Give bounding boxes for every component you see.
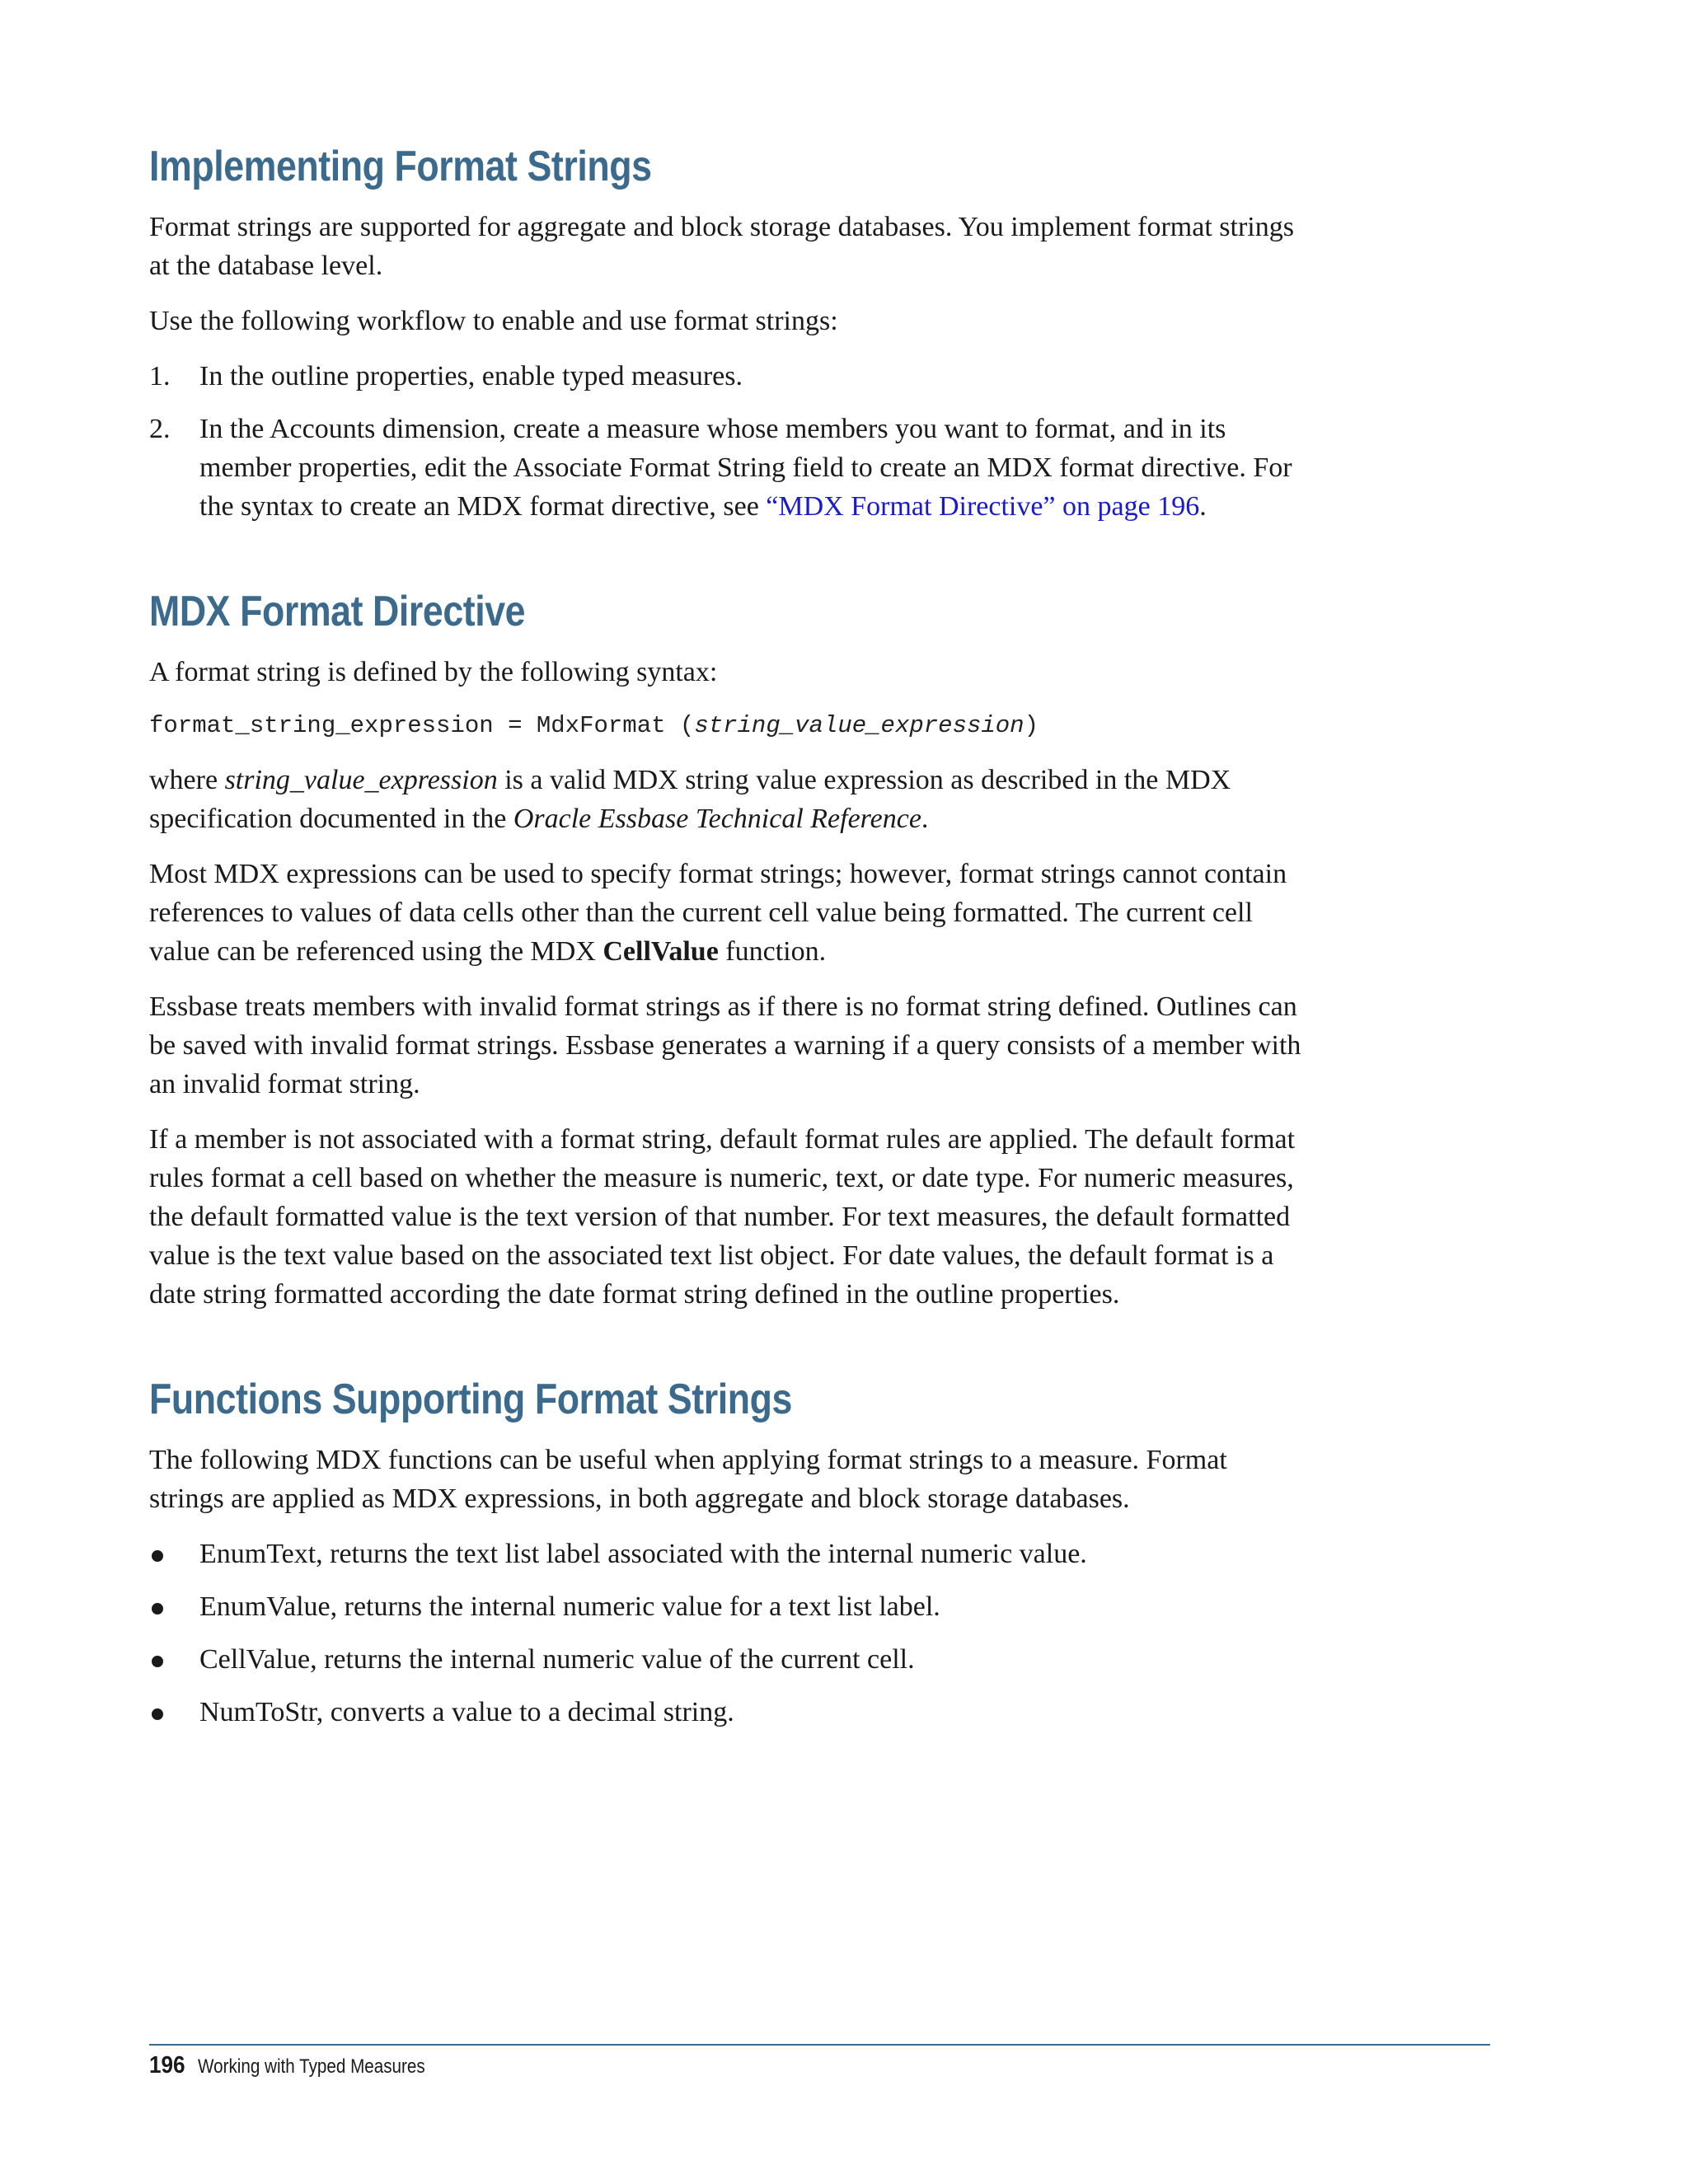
step-text-end: . [1199, 491, 1207, 522]
list-item [149, 1693, 1303, 1732]
bullet-text: CellValue, returns the internal numeric value of the current cell. [199, 1644, 915, 1675]
bullet-icon [152, 1550, 163, 1562]
step-text: In the Accounts dimension, create a measure whose members you want to format, and in its member properties, edit the Associate Format String field to create an MDX format directive. For the syntax to create an MDX format directive, see [199, 414, 1292, 522]
paragraph [149, 761, 1303, 838]
bullet-icon [152, 1708, 163, 1720]
italic-term: string_value_expression [224, 765, 498, 795]
bullet-icon [152, 1656, 163, 1667]
bold-function-name: CellValue [603, 936, 719, 967]
section-functions-supporting-format-strings [149, 1373, 1303, 1732]
code-suffix: ) [1024, 712, 1039, 739]
bullet-text: EnumText, returns the text list label associated with the internal numeric value. [199, 1539, 1087, 1569]
cross-reference-link[interactable]: “MDX Format Directive” on page 196 [766, 491, 1200, 522]
syntax-code-block [149, 708, 1303, 744]
page-footer [149, 2052, 462, 2079]
step-number: 2. [149, 414, 171, 444]
list-item [149, 1535, 1303, 1573]
paragraph: Use the following workflow to enable and use format strings: [149, 306, 838, 336]
footer-divider [149, 2044, 1490, 2046]
text-run: Most MDX expressions can be used to specify format strings; however, format strings cannot contain references to values of data cells other than the current cell value being formatted. The current cell value can be referenced using the MDX [149, 859, 1287, 967]
section-heading: Functions Supporting Format Strings [149, 1376, 792, 1423]
code-prefix: format_string_expression = MdxFormat ( [149, 712, 695, 739]
page-content [149, 140, 1303, 1791]
section-implementing-format-strings [149, 140, 1303, 526]
text-run: is a valid MDX string value expression as described in the MDX specification documented in the [149, 765, 1231, 834]
list-item [149, 1587, 1303, 1626]
page-number: 196 [149, 2052, 185, 2079]
bullet-text: NumToStr, converts a value to a decimal string. [199, 1697, 734, 1727]
paragraph: A format string is defined by the following syntax: [149, 657, 718, 687]
list-item [149, 1640, 1303, 1679]
section-mdx-format-directive [149, 585, 1303, 1314]
chapter-title: Working with Typed Measures [197, 2055, 425, 2078]
list-item [149, 410, 1303, 526]
list-item [149, 357, 1303, 396]
italic-book-title: Oracle Essbase Technical Reference [513, 804, 921, 834]
text-run: function. [718, 936, 827, 967]
text-run: where [149, 765, 225, 795]
text-run: . [921, 804, 929, 834]
code-italic-param: string_value_expression [694, 712, 1025, 739]
paragraph: If a member is not associated with a format string, default format rules are applied. The default format rules format a cell based on whether the measure is numeric, text, or date type. For numeric measures, the default formatted value is the text version of that number. For text measures, the default formatted value is the text value based on the associated text list object. For date values, the default format is a date string formatted according the date format string defined in the outline properties. [149, 1124, 1296, 1310]
functions-bullet-list [149, 1535, 1303, 1732]
bullet-icon [152, 1603, 163, 1615]
paragraph: Format strings are supported for aggregate and block storage databases. You implement format strings at the database level. [149, 212, 1294, 281]
section-heading: MDX Format Directive [149, 588, 526, 635]
paragraph: The following MDX functions can be useful when applying format strings to a measure. Format strings are applied as MDX expressions, in both aggregate and block storage databases. [149, 1445, 1227, 1514]
paragraph: Essbase treats members with invalid format strings as if there is no format string defined. Outlines can be saved with invalid format strings. Essbase generates a warning if a query consists of a member with an invalid format string. [149, 991, 1301, 1099]
bullet-text: EnumValue, returns the internal numeric value for a text list label. [199, 1591, 940, 1622]
step-text: In the outline properties, enable typed measures. [199, 361, 743, 391]
section-heading: Implementing Format Strings [149, 143, 652, 190]
paragraph [149, 855, 1303, 971]
step-number: 1. [149, 361, 171, 391]
workflow-steps-list [149, 357, 1303, 526]
